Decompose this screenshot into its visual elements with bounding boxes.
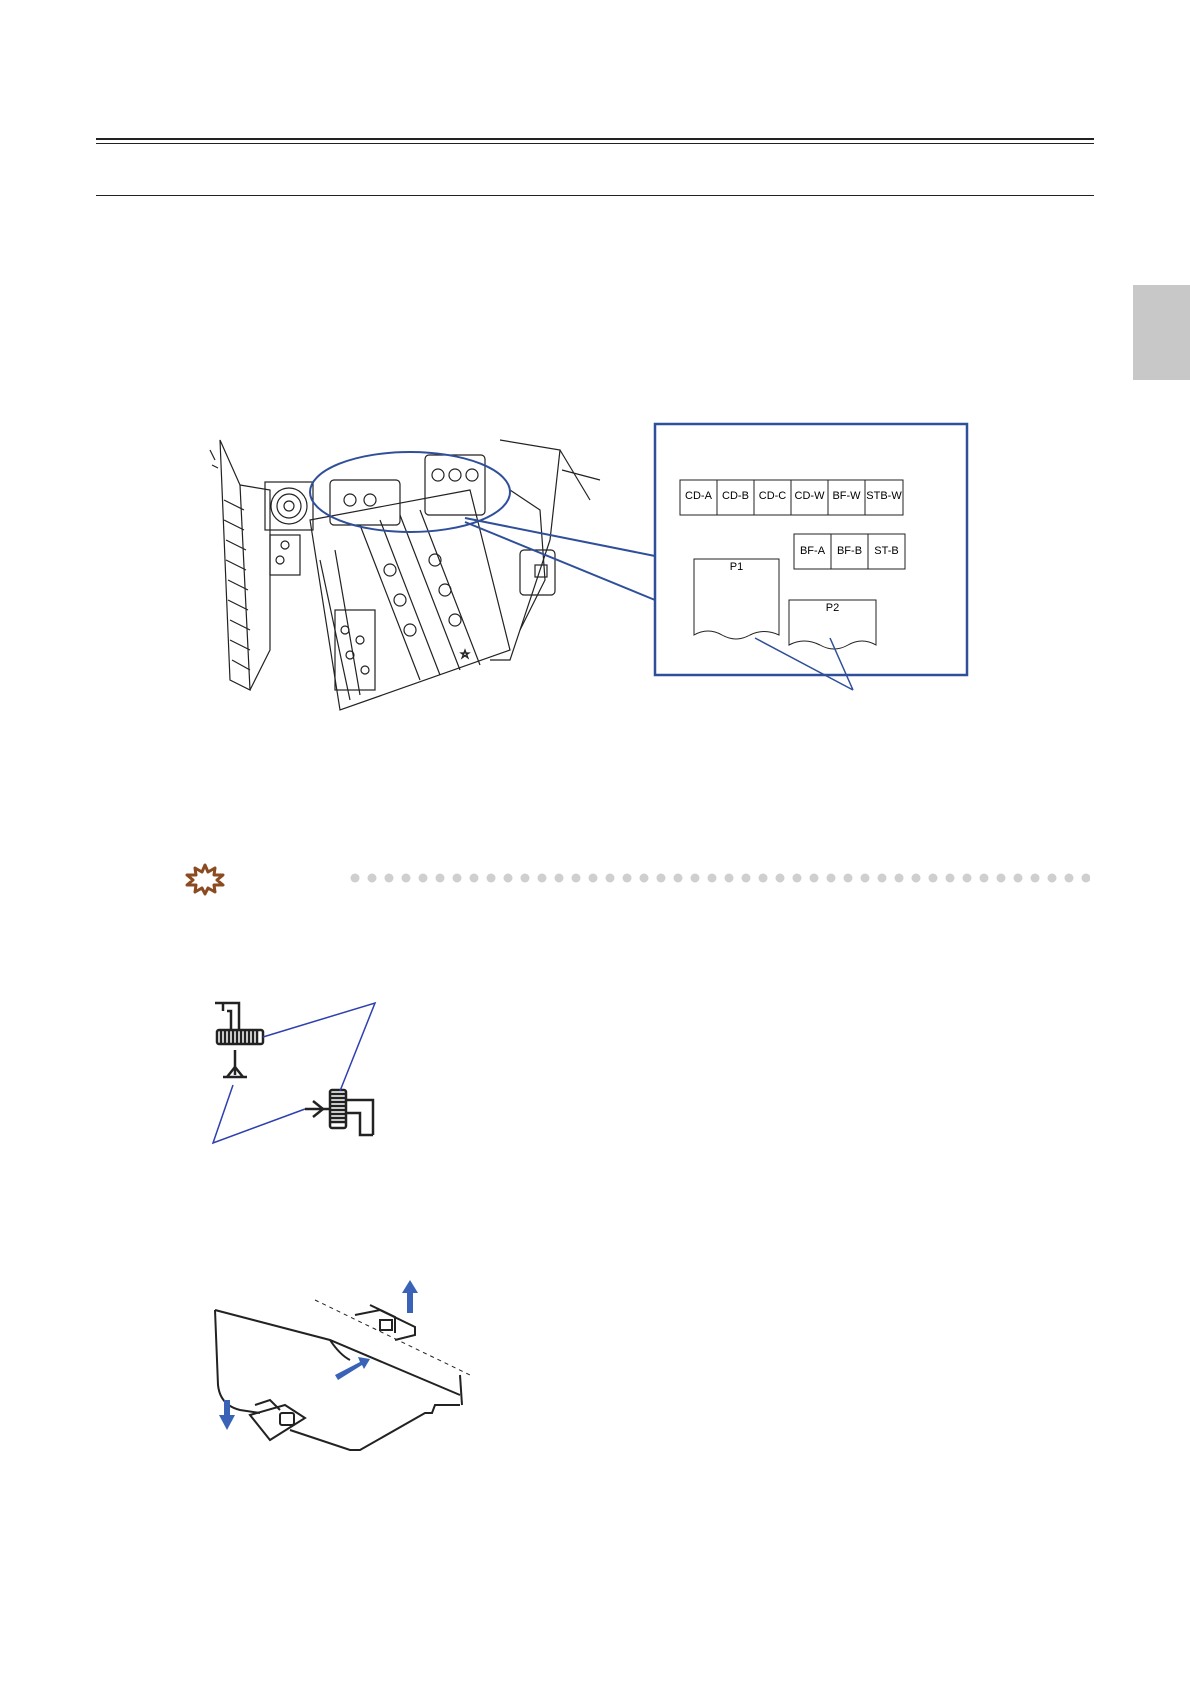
separator-dot [827, 874, 836, 883]
separator-dot [1082, 874, 1091, 883]
separator-dot [538, 874, 547, 883]
separator-dot [929, 874, 938, 883]
separator-dot [776, 874, 785, 883]
header-rule-bottom [96, 195, 1094, 196]
separator-dot [912, 874, 921, 883]
header-rule-top-thin [96, 143, 1094, 144]
tank-label-st-b: ST-B [874, 545, 899, 557]
separator-dot [368, 874, 377, 883]
separator-dot [555, 874, 564, 883]
separator-dot [674, 874, 683, 883]
separator-dot [419, 874, 428, 883]
tank-label-stb-w: STB-W [866, 490, 902, 502]
separator-dot [844, 874, 853, 883]
tray-removal-illustration [210, 1265, 480, 1455]
separator-dot [759, 874, 768, 883]
separator-dot [385, 874, 394, 883]
separator-dot [1048, 874, 1057, 883]
separator-dot [810, 874, 819, 883]
tank-label-cd-a: CD-A [685, 490, 712, 502]
separator-dot [895, 874, 904, 883]
tank-label-cd-c: CD-C [758, 490, 787, 502]
separator-dot [691, 874, 700, 883]
separator-dot [997, 874, 1006, 883]
tank-label-cd-w: CD-W [794, 490, 825, 502]
separator-dot [470, 874, 479, 883]
tank-label-bf-w: BF-W [832, 490, 861, 502]
important-dotted-rule [350, 872, 1090, 884]
separator-dot [436, 874, 445, 883]
separator-dot [504, 874, 513, 883]
separator-dot [351, 874, 360, 883]
separator-dot [402, 874, 411, 883]
separator-dot [487, 874, 496, 883]
separator-dot [572, 874, 581, 883]
tank-label-bf-b: BF-B [836, 545, 863, 557]
separator-dot [606, 874, 615, 883]
separator-dot [521, 874, 530, 883]
separator-dot [708, 874, 717, 883]
separator-dot [980, 874, 989, 883]
separator-dot [1031, 874, 1040, 883]
separator-dot [861, 874, 870, 883]
side-section-tab [1133, 285, 1190, 380]
tank-label-cd-b: CD-B [722, 490, 749, 502]
header-rule-top [96, 138, 1094, 140]
separator-dot [640, 874, 649, 883]
separator-dot [657, 874, 666, 883]
separator-dot [1014, 874, 1023, 883]
tank-caps-illustration [205, 995, 395, 1155]
bag-label-p2: P2 [825, 602, 840, 614]
separator-dot [623, 874, 632, 883]
separator-dot [793, 874, 802, 883]
separator-dot [725, 874, 734, 883]
separator-dot [589, 874, 598, 883]
separator-dot [878, 874, 887, 883]
burst-important-icon [183, 863, 227, 895]
separator-dot [946, 874, 955, 883]
bag-label-p1: P1 [729, 561, 744, 573]
separator-dot [1065, 874, 1074, 883]
bag-leader-lines [750, 630, 870, 695]
separator-dot [453, 874, 462, 883]
tank-label-bf-a: BF-A [799, 545, 826, 557]
callout-connector [460, 480, 660, 620]
separator-dot [742, 874, 751, 883]
separator-dot [963, 874, 972, 883]
